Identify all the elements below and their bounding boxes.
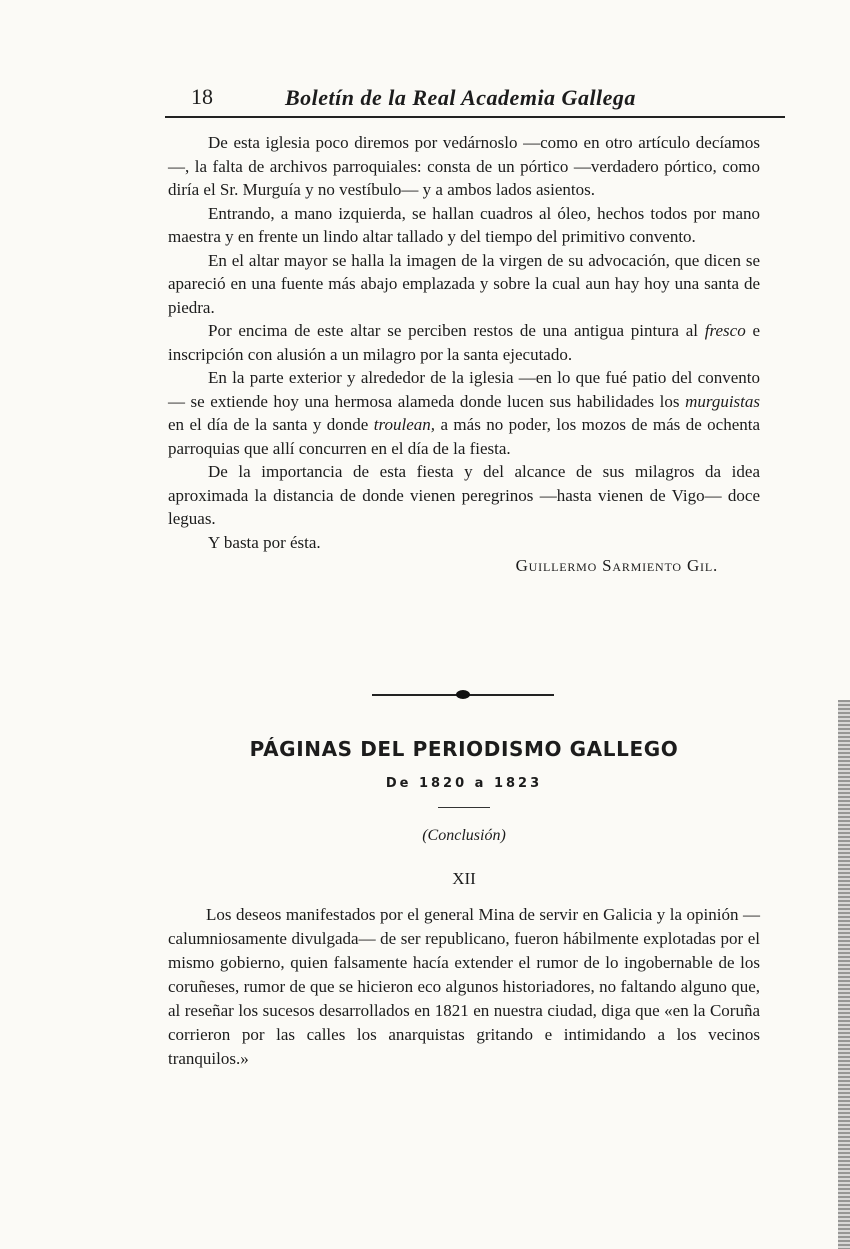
paragraph-text: Por encima de este altar se perciben restos de una antigua pintura al bbox=[208, 321, 698, 340]
paragraph-text: a más no poder, los mozos de más de ochenta parroquias que allí concurren en el día de la fiesta. bbox=[168, 415, 761, 458]
italic-word: murguistas bbox=[685, 391, 761, 411]
italic-word: fresco bbox=[704, 321, 746, 340]
conclusion-label: (Conclusión) bbox=[422, 827, 506, 844]
chapter-number: XII bbox=[452, 869, 476, 888]
italic-word: troulean, bbox=[373, 415, 436, 434]
paragraph bbox=[168, 366, 760, 460]
section-divider-ornament bbox=[372, 688, 554, 700]
paragraph: De esta iglesia poco diremos por vedárnoslo —como en otro artículo decíamos—, la falta de archivos parroquiales: consta de un pórtico —verdadero pórtico, como diría el Sr. Murguía y no vestíbulo— y a ambos lados asientos. bbox=[168, 133, 760, 199]
section-title: PÁGINAS DEL PERIODISMO GALLEGO bbox=[249, 737, 679, 761]
page-edge-scan-artifact bbox=[838, 700, 850, 1249]
page-number: 18 bbox=[191, 84, 213, 109]
paragraph: De la importancia de esta fiesta y del alcance de sus milagros da idea aproximada la distancia de donde vienen peregrinos —hasta vienen de Vigo— doce leguas. bbox=[168, 462, 760, 528]
paragraph: En el altar mayor se halla la imagen de la virgen de su advocación, que dicen se apareció en una fuente más abajo emplazada y sobre la cual aun hay hoy una santa de piedra. bbox=[168, 250, 760, 317]
paragraph: Entrando, a mano izquierda, se hallan cuadros al óleo, hechos todos por mano maestra y en frente un lindo altar tallado y del tiempo del primitivo convento. bbox=[168, 203, 760, 246]
short-rule bbox=[438, 807, 490, 808]
article-body-second bbox=[168, 903, 760, 1071]
paragraph bbox=[168, 319, 760, 366]
paragraph-text: En la parte exterior y alrededor de la iglesia —en lo que fué patio del convento— se extiende hoy una hermosa alameda donde lucen sus habilidades los bbox=[168, 368, 760, 411]
page-header bbox=[165, 82, 785, 118]
author-signature: Guillermo Sarmiento Gil. bbox=[515, 556, 718, 575]
paragraph-text: en el día de la santa y donde bbox=[168, 415, 369, 434]
divider-dot bbox=[456, 690, 470, 699]
running-title: Boletín de la Real Academia Gallega bbox=[285, 85, 636, 110]
paragraph-text: e inscripción con alusión a un milagro por la santa ejecutado. bbox=[168, 321, 761, 364]
paragraph: Los deseos manifestados por el general Mina de servir en Galicia y la opinión —calumniosamente divulgada— de ser republicano, fueron hábilmente explotadas por el mismo gobierno, quien falsamente hacía extender el rumor de lo ingobernable de los coruñeses, rumor de que se hicieron eco algunos historiadores, no faltando alguno que, al reseñar los sucesos desarrollados en 1821 en nuestra ciudad, diga que «en la Coruña corrieron por las calles los anarquistas gritando e intimidando a los vecinos tranquilos.» bbox=[168, 905, 760, 1068]
paragraph: Y basta por ésta. bbox=[208, 532, 321, 552]
section-dates: De 1820 a 1823 bbox=[385, 776, 543, 791]
article-body-first bbox=[168, 131, 760, 578]
